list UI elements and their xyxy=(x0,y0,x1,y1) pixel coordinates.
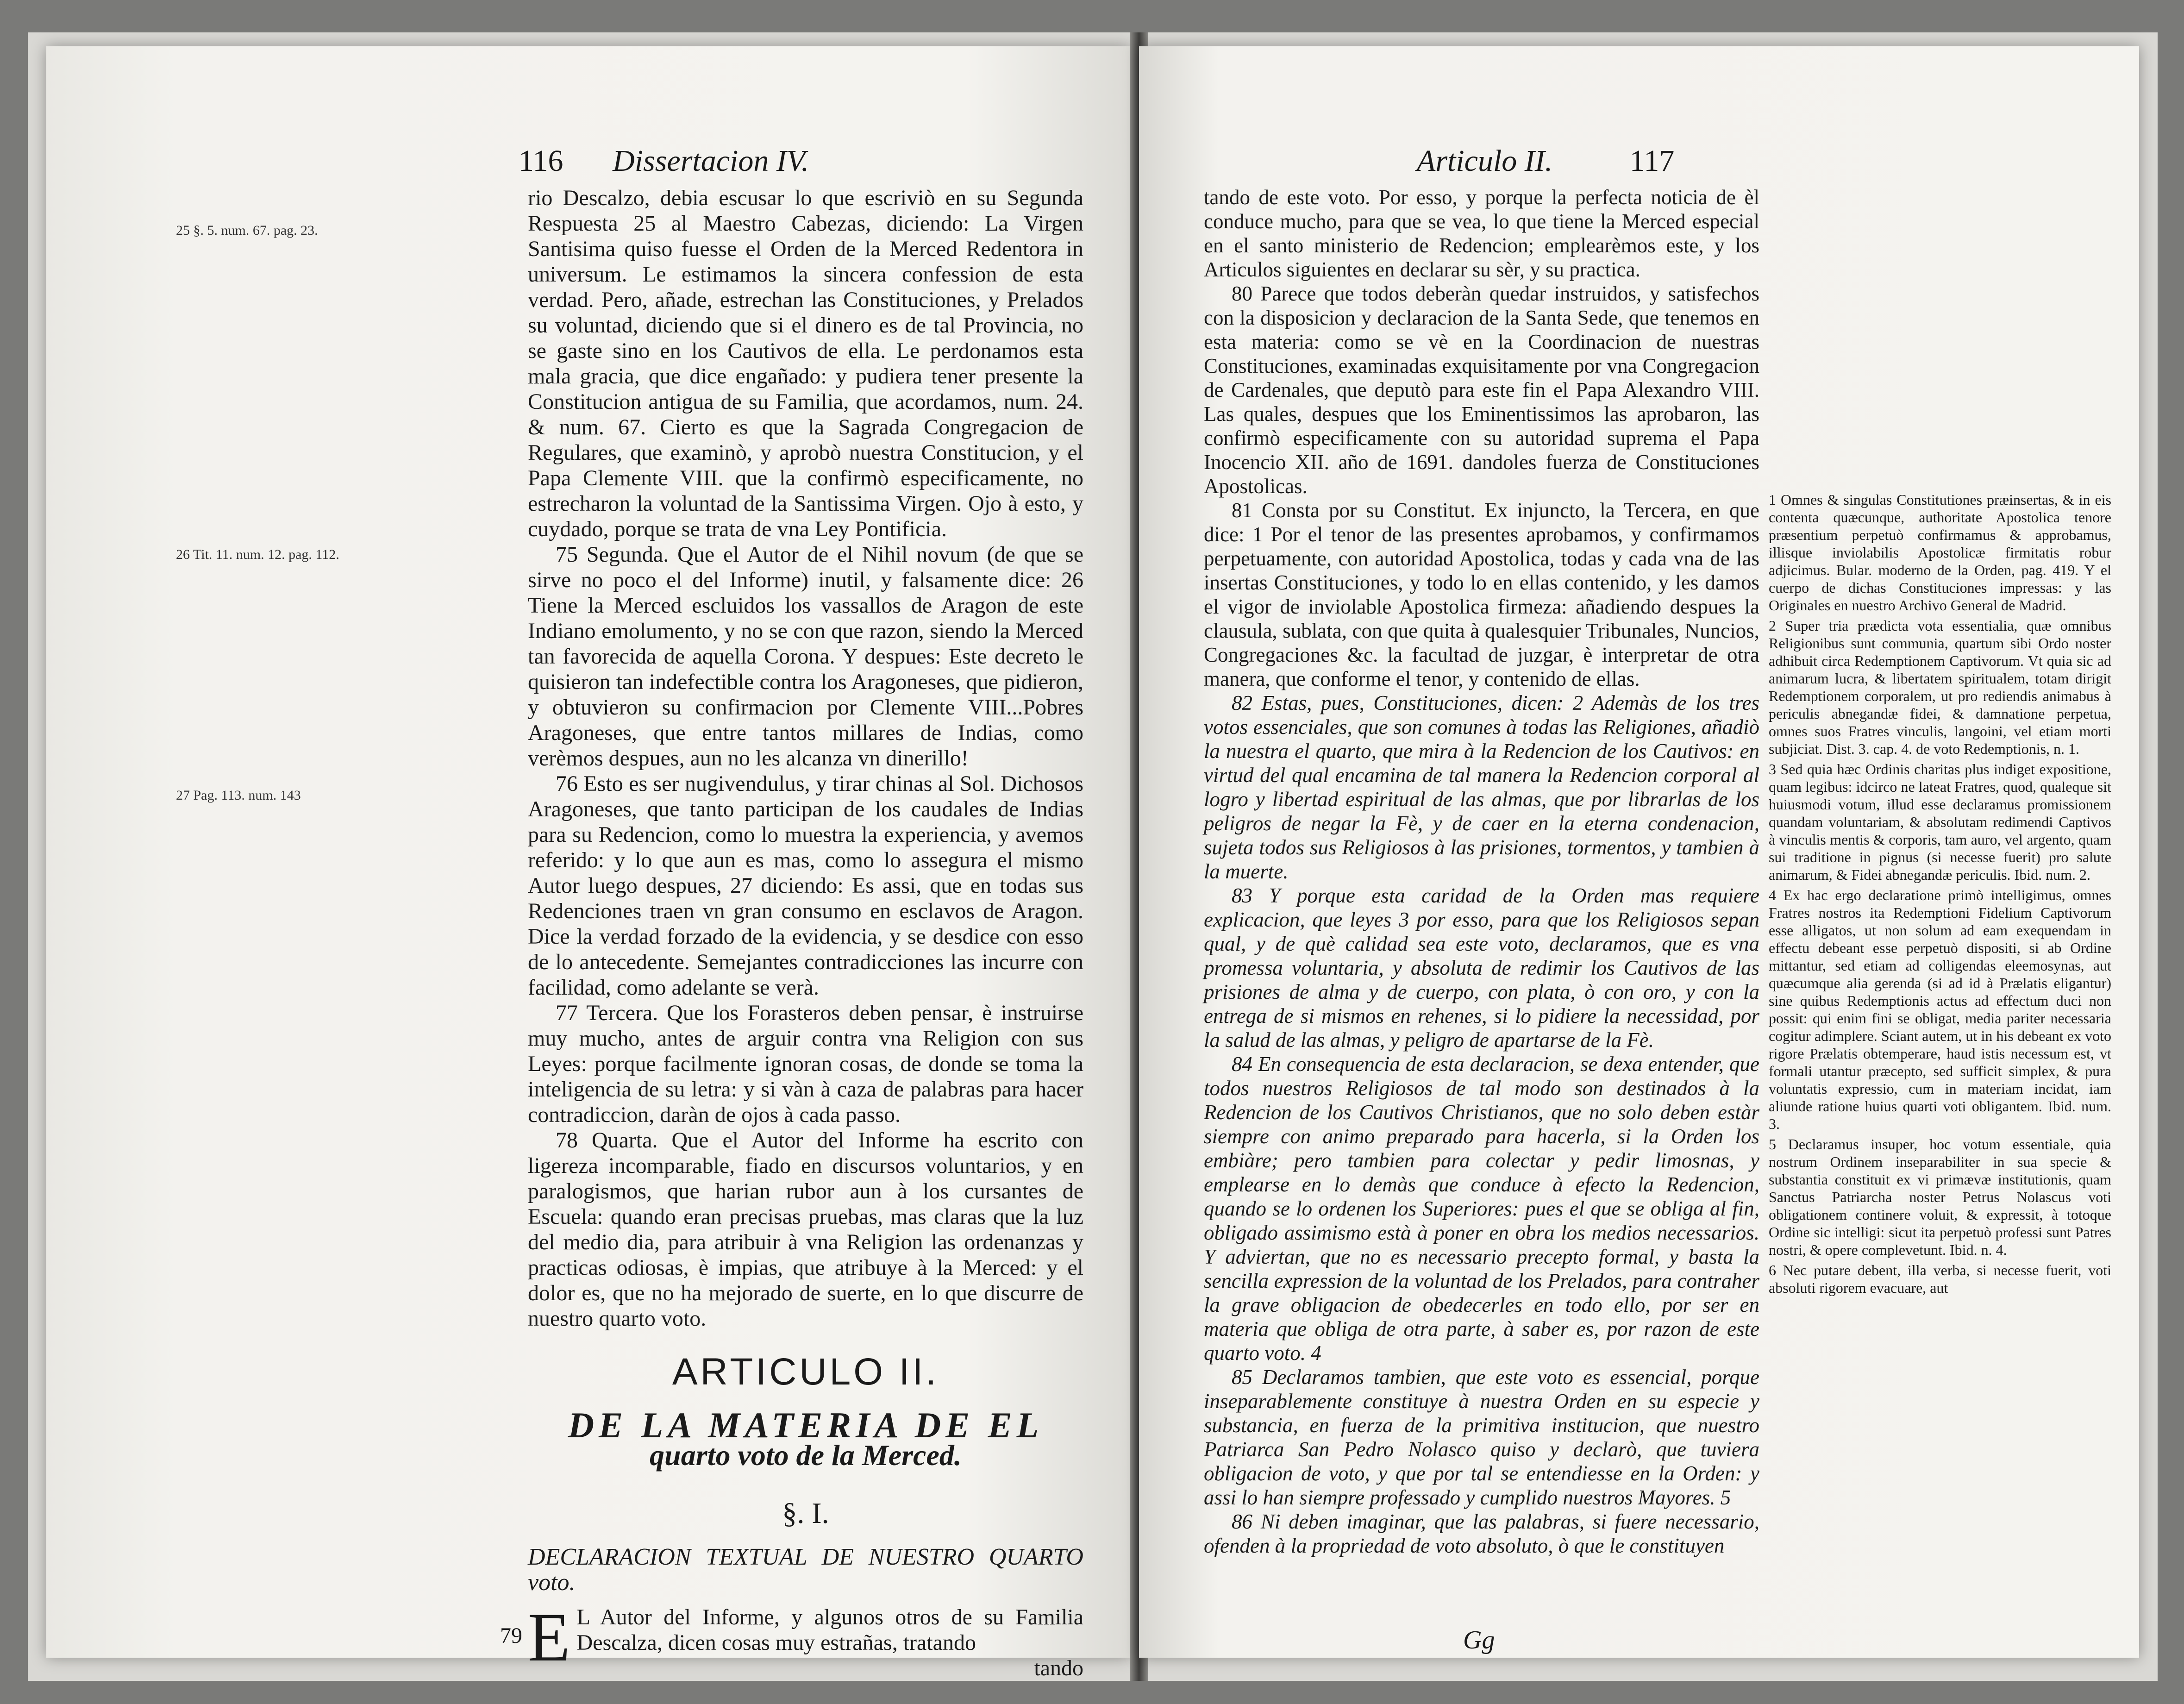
paragraph-79 xyxy=(500,1599,1083,1676)
signature-mark: Gg xyxy=(1463,1626,1495,1654)
paragraph-text: L Autor del Informe, y algunos otros de su Familia Descalza, dicen cosas muy estrañas, tratando xyxy=(576,1605,1083,1655)
paragraph: 78 Quarta. Que el Autor del Informe ha escrito con ligereza incomparable, fiado en discursos voluntarios, y en paralogismos, que harian rubor aun à los cursantes de Escuela: quando eran precisas pruebas, mas claras que la luz del medio dia, para atribuir à vna Religion las ordenanzas y practicas odiosas, è impias, que atribuye à la Merced: y el dolor es, que no ha mejorado de suerte, en lo que discurre de nuestro quarto voto. xyxy=(528,1128,1083,1331)
left-running-header xyxy=(519,144,809,179)
running-head: Dissertacion IV. xyxy=(613,144,809,178)
article-title: ARTICULO II. xyxy=(672,1351,939,1393)
section-mark: §. I. xyxy=(782,1497,829,1529)
page-number: 117 xyxy=(1629,144,1675,178)
paragraph: 76 Esto es ser nugivendulus, y tirar chinas al Sol. Dichosos Aragoneses, que tanto participan de los caudales de Indias para su Redencion, como lo muestra la experiencia, y avemos referido: y lo que aun es mas, como lo assegura el mismo Autor luego despues, 27 diciendo: Es assi, que en todas sus Redenciones traen vn gran consumo en esclavos de Aragon. Dice la verdad forzado de la evidencia, y se desdice con esso de lo antecedente. Semejantes contradicciones las incurre con facilidad, como adelante se verà. xyxy=(528,771,1083,1000)
footnote: 5 Declaramus insuper, hoc votum essentiale, quia nostrum Ordinem inseparabiliter in sua specie & substantia constituit ex vi primævæ institutionis, quam Sanctus Patriarcha noster Petrus Nolascus voti obligationem continere voluit, & expressit, à totoque Ordine sic intelligi: sicut ita perpetuò professi sunt Patres nostri, & opere complevetunt. Ibid. n. 4. xyxy=(1769,1136,2111,1258)
paragraph: rio Descalzo, debia escusar lo que escriviò en su Segunda Respuesta 25 al Maestro Cabezas, diciendo: La Virgen Santisima quiso fuesse el Orden de la Merced Redentora in universum. Le estimamos la sincera confession de esta verdad. Pero, añade, estrechan las Constituciones, y Prelados su voluntad, diciendo que si el dinero es de tal Provincia, no se gaste sino en los Cautivos de ella. Le perdonamos esta mala gracia, que dice engañado: y pudiera tener presente la Constitucion antigua de su Familia, que acordamos, num. 24. & num. 67. Cierto es que la Sagrada Congregacion de Regulares, que examinò, y aprobò nuestra Constitucion, y el Papa Clemente VIII. que la confirmò especificamente, no estrecharon la voluntad de la Santissima Virgen. Ojo à esto, y cuydado, porque se trata de vna Ley Pontificia. xyxy=(528,186,1083,541)
footnotes-column xyxy=(1769,491,2111,1297)
declaration-title: DECLARACION TEXTUAL DE NUESTRO QUARTO voto. xyxy=(528,1544,1083,1596)
paragraph: 82 Estas, pues, Constituciones, dicen: 2 Ademàs de los tres votos essenciales, que son comunes à todas las Religiones, añadiò la nuestra el quarto, que mira à la Redencion de los Cautivos: en virtud del qual encamina de tal manera la Redencion corporal al logro y libertad espiritual de las almas, que por librarlas de los peligros de negar la Fè, y de caer en la eterna condenacion, sujeta todos sus Religiosos à las prisiones, tormentos, y tambien à la muerte. xyxy=(1204,691,1759,883)
paragraph: 85 Declaramos tambien, que este voto es essencial, porque inseparablemente constituye à nuestra Orden en su especie y substancia, en fuerza de la primitiva institucion, que nuestro Patriarca San Pedro Nolasco quiso y declarò, que tuviera obligacion de voto, y que por tal se entendiesse en la Orden: y assi lo han siempre professado y cumplido nuestros Mayores. 5 xyxy=(1204,1366,1759,1509)
paragraph: 80 Parece que todos deberàn quedar instruidos, y satisfechos con la disposicion y declaracion de la Santa Sede, que tenemos en esta materia: como se vè en la Coordinacion de nuestras Constituciones, examinadas exquisitamente por vna Congregacion de Cardenales, que deputò para este fin el Papa Alexandro VIII. Las quales, despues que los Eminentissimos las aprobaron, las confirmò especificamente con su autoridad suprema el Papa Inocencio XII. año de 1691. dandoles fuerza de Constituciones Apostolicas. xyxy=(1204,282,1759,498)
catchword: tando xyxy=(1034,1656,1083,1680)
paragraph: 84 En consequencia de esta declaracion, se dexa entender, que todos nuestros Religiosos de tal modo son destinados à la Redencion de los Cautivos Christianos, que no solo deben estàr siempre con animo preparado para hacerla, si la Orden los embiàre; pero tambien para colectar y pedir limosnas, y emplearse en lo demàs que conduce à efecto la Redencion, quando se lo ordenen los Superiores: pues el que se obliga al fin, obligado assimismo està à poner en obra los medios necessarios. Y adviertan, que no es necessario precepto formal, y basta la sencilla expression de la voluntad de los Prelados, para contraher la grave obligacion de obedecerles en todo ello, por ser en materia que obliga de otra parte, à saber es, por razon de este quarto voto. 4 xyxy=(1204,1052,1759,1365)
right-page xyxy=(1139,46,2139,1658)
footnote: 4 Ex hac ergo declaratione primò intelligimus, omnes Fratres nostros ita Redemptioni Fidelium Captivorum esse alligatos, ut non solum ad eam exequendam in effectu debeant esse perpetuò dispositi, si ab Ordine mittantur, sed etiam ad colligendas eleemosynas, aut quæcumque alia gerenda (si ad id à Prælatis eligantur) sine quibus Redemptionis actus ad effectum duci non possit: qui enim fini se obligat, media pariter necessaria cogitur adimplere. Sciant autem, ut in his debeant ex voto rigore Prælatis obtemperare, haud istis necessum est, vt formali utantur præcepto, sed sufficit simplex, & pura voluntatis expressio, cum in materiam incidat, iam aliunde ratione huius quarti voti obligantem. Ibid. num. 3. xyxy=(1769,887,2111,1132)
right-text-column xyxy=(1204,185,1759,1558)
right-running-header xyxy=(1417,144,1674,179)
drop-cap: E xyxy=(528,1599,570,1676)
paragraph: 83 Y porque esta caridad de la Orden mas requiere explicacion, que leyes 3 por esso, para que los Religiosos sepan qual, y de què calidad sea este voto, declaramos, que es vna promessa voluntaria, y absoluta de redimir los Cautivos de las prisiones de alma y de cuerpo, con plata, ò con oro, y con la entrega de si mismos en rehenes, si lo pidiere la necessidad, por la salud de las almas, y peligro de apartarse de la Fè. xyxy=(1204,884,1759,1052)
footnote: 3 Sed quia hæc Ordinis charitas plus indiget expositione, quam legibus: idcirco ne lateat Fratres, quod, qualeque sit huiusmodi votum, illud esse declaramus promissionem quandam voluntariam, & absolutam redimendi Captivos à vinculis mentis & corporis, tam auro, vel argento, quam sui traditione in pignus (si necesse fuerit) pro salute animarum, & Fidei abnegandæ periculis. Ibid. num. 2. xyxy=(1769,761,2111,883)
footnote: 2 Super tria prædicta vota essentialia, quæ omnibus Religionibus sunt communia, quartum sibi Ordo noster adhibuit circa Redemptionem Captivorum. Vt quia sic ad animarum lucra, & libertatem spiritualem, totam dirigit Redemptionem corporalem, ut pro rediendis animabus à periculis abnegandæ fidei, & damnatione perpetua, omnes suos Fratres vinculis, langoini, vel etiam morti subjiciat. Dist. 3. cap. 4. de voto Redemptionis, n. 1. xyxy=(1769,617,2111,757)
paragraph: 77 Tercera. Que los Forasteros deben pensar, è instruirse muy mucho, antes de arguir contra vna Religion con sus Leyes: porque facilmente ignoran cosas, de donde se toma la inteligencia de su letra: y si vàn à caza de palabras para hacer contradiccion, daràn de ojos à cada passo. xyxy=(528,1001,1083,1127)
running-head: Articulo II. xyxy=(1417,144,1553,178)
left-text-column xyxy=(500,185,1083,1681)
paragraph: tando de este voto. Por esso, y porque la perfecta noticia de èl conduce mucho, para que se vea, lo que tiene la Merced especial en el santo ministerio de Redencion; emplearèmos este, y los Articulos siguientes en declarar su sèr, y su practica. xyxy=(1204,186,1759,281)
book-spread xyxy=(28,32,2158,1681)
paragraph: 81 Consta por su Constitut. Ex injuncto, la Tercera, en que dice: 1 Por el tenor de las presentes aprobamos, y confirmamos perpetuamente, con autoridad Apostolica, todas y cada vna de las insertas Constituciones, y todo lo en ellas contenido, y les damos el vigor de inviolable Apostolica firmeza: añadiendo despues la clausula, sublata, con que quita à qualesquier Tribunales, Nuncios, Congregaciones &c. la facultad de juzgar, è interpretar de otra manera, que conforme el tenor, y contenido de ellas. xyxy=(1204,499,1759,690)
paragraph: 75 Segunda. Que el Autor de el Nihil novum (de que se sirve no poco el del Informe) inutil, y falsamente dice: 26 Tiene la Merced escluidos los vassallos de Aragon de este Indiano emolumento, y no se con que razon, siendo la Merced tan favorecida de aquella Corona. Y despues: Este decreto le quisieron tan indefectible contra los Aragoneses, que pidieron, y obtuvieron su confirmacion por Clemente VIII...Pobres Aragoneses, que entre tantos millares de Indias, como verèmos despues, aun no les alcanza vn dinerillo! xyxy=(528,542,1083,771)
subject-heading: DE LA MATERIA DE EL xyxy=(568,1405,1044,1445)
margin-note: 25 §. 5. num. 67. pag. 23. xyxy=(176,223,318,238)
footnote: 1 Omnes & singulas Constitutiones præinsertas, & in eis contenta quæcunque, authoritate Apostolica tenore præsentium perpetuò confirmamus & approbamus, illisque inviolabilis Apostolicæ firmitatis robur adjicimus. Bular. moderno de la Orden, pag. 419. Y el cuerpo de dichas Constituciones impressas: y las Originales en nuestro Archivo General de Madrid. xyxy=(1769,491,2111,614)
page-number: 116 xyxy=(519,144,563,178)
subject-subheading: quarto voto de la Merced. xyxy=(650,1439,962,1472)
left-page xyxy=(46,46,1130,1680)
paragraph: 86 Ni deben imaginar, que las palabras, si fuere necessario, ofenden à la propriedad de voto absoluto, ò que le constituyen xyxy=(1204,1510,1759,1557)
margin-note: 27 Pag. 113. num. 143 xyxy=(176,788,301,803)
footnote: 6 Nec putare debent, illa verba, si necesse fuerit, voti absoluti rigorem evacuare, aut xyxy=(1769,1262,2111,1296)
margin-note: 26 Tit. 11. num. 12. pag. 112. xyxy=(176,547,339,562)
paragraph-number: 79 xyxy=(500,1623,522,1648)
